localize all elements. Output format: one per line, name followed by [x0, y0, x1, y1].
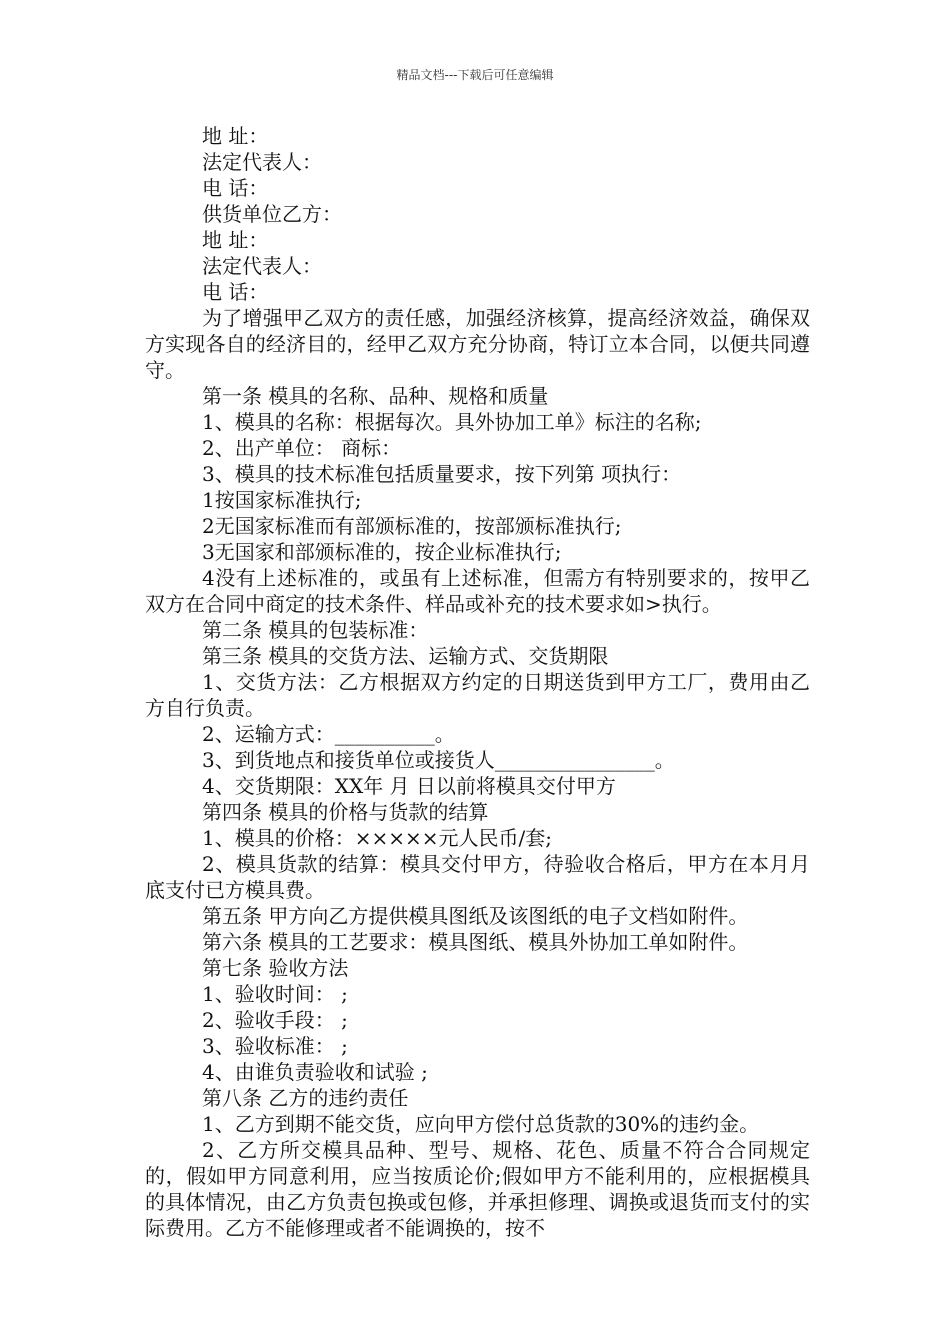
article-3-item-4: 4、交货期限：XX年 月 日以前将模具交付甲方 [202, 774, 616, 798]
supplier-legal-rep-label: 法定代表人： [202, 254, 322, 278]
article-3-item-3: 3、到货地点和接货单位或接货人________________。 [202, 748, 675, 772]
article-1-sub-4: 4没有上述标准的，或虽有上述标准，但需方有特别要求的，按甲乙双方在合同中商定的技术条件、样品或补充的技术要求如>执行。 [145, 566, 810, 616]
article-2-heading: 第二条 模具的包装标准： [202, 618, 429, 642]
supplier-phone-label: 电 话： [202, 280, 269, 304]
preamble-paragraph: 为了增强甲乙双方的责任感，加强经济核算，提高经济效益，确保双方实现各自的经济目的，经甲乙双方充分协商，特订立本合同，以便共同遵守。 [145, 306, 810, 382]
legal-rep-label: 法定代表人： [202, 150, 322, 174]
address-label: 地 址： [202, 124, 269, 148]
article-8-item-1: 1、乙方到期不能交货，应向甲方偿付总货款的30%的违约金。 [202, 1112, 760, 1136]
article-3-heading: 第三条 模具的交货方法、运输方式、交货期限 [202, 644, 609, 668]
article-1-item-3: 3、模具的技术标准包括质量要求，按下列第 项执行： [202, 462, 682, 486]
article-4-heading: 第四条 模具的价格与货款的结算 [202, 800, 489, 824]
article-3-item-2: 2、运输方式：__________。 [202, 722, 455, 746]
page-header: 精品文档---下载后可任意编辑 [396, 68, 554, 82]
article-7-item-4: 4、由谁负责验收和试验 ; [202, 1060, 428, 1084]
article-5-heading: 第五条 甲方向乙方提供模具图纸及该图纸的电子文档如附件。 [202, 904, 749, 928]
article-1-item-2: 2、出产单位： 商标： [202, 436, 402, 460]
phone-label: 电 话： [202, 176, 269, 200]
article-6-heading: 第六条 模具的工艺要求：模具图纸、模具外协加工单如附件。 [202, 930, 749, 954]
supplier-address-label: 地 址： [202, 228, 269, 252]
article-1-sub-2: 2无国家标准而有部颁标准的，按部颁标准执行; [202, 514, 622, 538]
article-1-sub-1: 1按国家标准执行; [202, 488, 362, 512]
supplier-label: 供货单位乙方： [202, 202, 342, 226]
contract-body [145, 123, 810, 1241]
article-7-heading: 第七条 验收方法 [202, 956, 349, 980]
article-1-item-1: 1、模具的名称：根据每次。具外协加工单》标注的名称; [202, 410, 702, 434]
article-3-item-1: 1、交货方法：乙方根据双方约定的日期送货到甲方工厂，费用由乙方自行负责。 [145, 670, 810, 720]
article-7-item-3: 3、验收标准： ; [202, 1034, 348, 1058]
article-1-sub-3: 3无国家和部颁标准的，按企业标准执行; [202, 540, 562, 564]
article-8-item-2: 2、乙方所交模具品种、型号、规格、花色、质量不符合合同规定的，假如甲方同意利用，应当按质论价;假如甲方不能利用的，应根据模具的具体情况，由乙方负责包换或包修，并承担修理、调换或退货而支付的实际费用。乙方不能修理或者不能调换的，按不 [145, 1138, 810, 1240]
article-7-item-1: 1、验收时间： ; [202, 982, 348, 1006]
article-8-heading: 第八条 乙方的违约责任 [202, 1086, 409, 1110]
article-7-item-2: 2、验收手段： ; [202, 1008, 348, 1032]
article-4-item-2: 2、模具货款的结算：模具交付甲方，待验收合格后，甲方在本月月底支付已方模具费。 [145, 852, 810, 902]
article-1-heading: 第一条 模具的名称、品种、规格和质量 [202, 384, 549, 408]
article-4-item-1: 1、模具的价格：×××××元人民币/套; [202, 826, 552, 850]
